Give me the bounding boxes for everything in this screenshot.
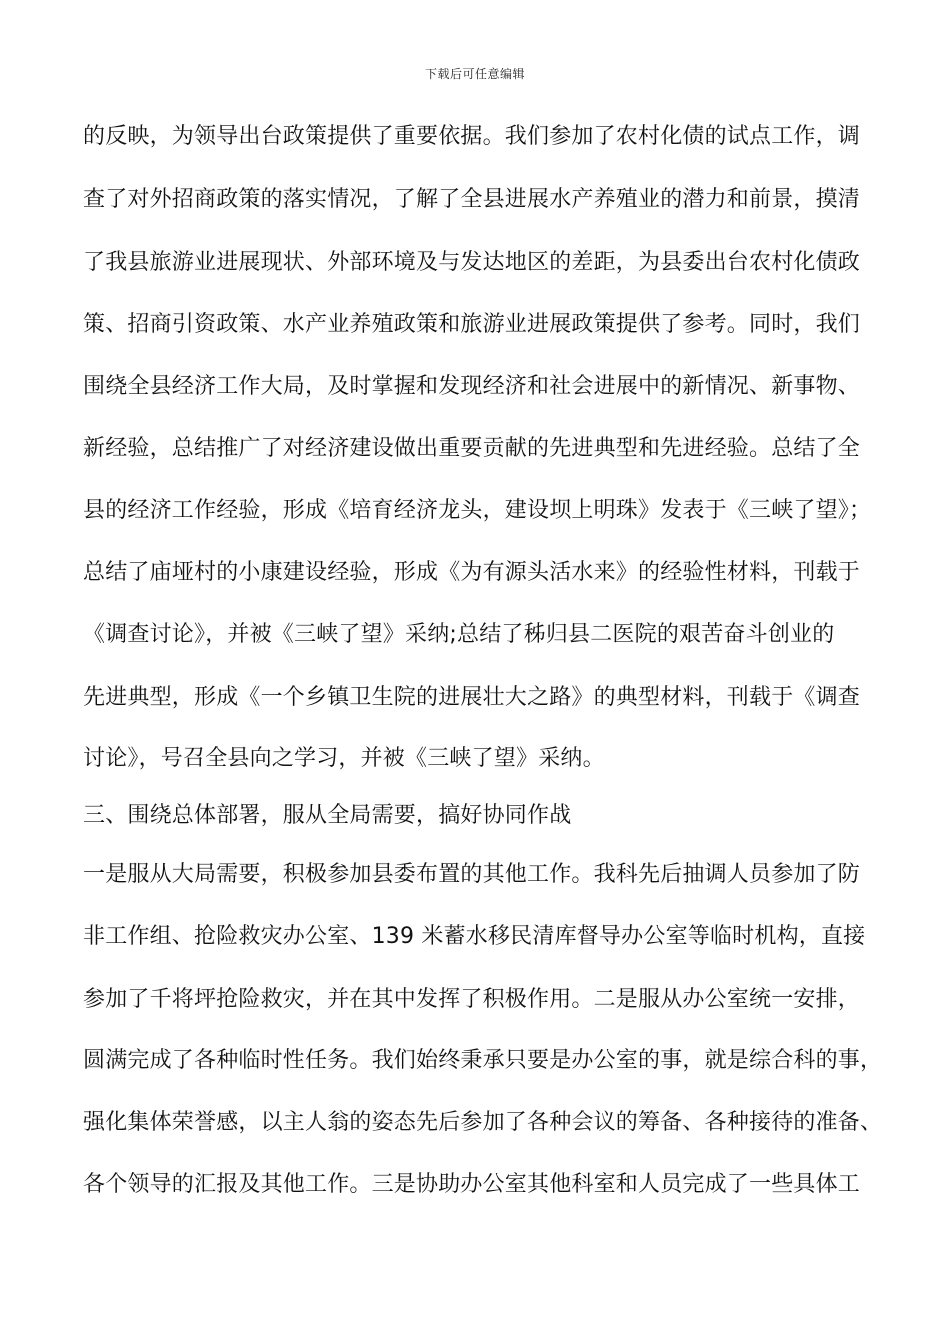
paragraph-line: 查了对外招商政策的落实情况，了解了全县进展水产养殖业的潜力和前景，摸清 — [83, 187, 861, 212]
paragraph-line: 先进典型，形成《一个乡镇卫生院的进展壮大之路》的典型材料，刊载于《调查 — [83, 685, 861, 710]
paragraph-line: 围绕全县经济工作大局，及时掌握和发现经济和社会进展中的新情况、新事物、 — [83, 374, 861, 399]
paragraph-line: 圆满完成了各种临时性任务。我们始终秉承只要是办公室的事，就是综合科的事， — [83, 1048, 883, 1073]
paragraph-line: 非工作组、抢险救灾办公室、139 米蓄水移民清库督导办公室等临时机构，直接 — [83, 924, 866, 949]
paragraph-line: 强化集体荣誉感，以主人翁的姿态先后参加了各种会议的筹备、各种接待的准备、 — [83, 1110, 883, 1135]
section-heading: 三、围绕总体部署，服从全局需要，搞好协同作战 — [83, 803, 572, 828]
paragraph-line: 新经验，总结推广了对经济建设做出重要贡献的先进典型和先进经验。总结了全 — [83, 436, 861, 461]
paragraph-line: 总结了庙垭村的小康建设经验，形成《为有源头活水来》的经验性材料，刊载于 — [83, 560, 861, 585]
paragraph-line: 《调查讨论》，并被《三峡了望》采纳;总结了秭归县二医院的艰苦奋斗创业的 — [83, 622, 835, 647]
paragraph-line: 参加了千将坪抢险救灾，并在其中发挥了积极作用。二是服从办公室统一安排， — [83, 987, 861, 1012]
paragraph-line: 的反映，为领导出台政策提供了重要依据。我们参加了农村化债的试点工作，调 — [83, 124, 861, 149]
paragraph-line: 讨论》，号召全县向之学习，并被《三峡了望》采纳。 — [83, 746, 605, 771]
page-header: 下载后可任意编辑 — [424, 67, 525, 81]
paragraph-line: 了我县旅游业进展现状、外部环境及与发达地区的差距，为县委出台农村化债政 — [83, 250, 861, 275]
paragraph-line: 各个领导的汇报及其他工作。三是协助办公室其他科室和人员完成了一些具体工 — [83, 1172, 861, 1197]
paragraph-line: 一是服从大局需要，积极参加县委布置的其他工作。我科先后抽调人员参加了防 — [83, 862, 861, 887]
paragraph-line: 县的经济工作经验，形成《培育经济龙头，建设坝上明珠》发表于《三峡了望》； — [83, 498, 872, 523]
paragraph-line: 策、招商引资政策、水产业养殖政策和旅游业进展政策提供了参考。同时，我们 — [83, 312, 861, 337]
